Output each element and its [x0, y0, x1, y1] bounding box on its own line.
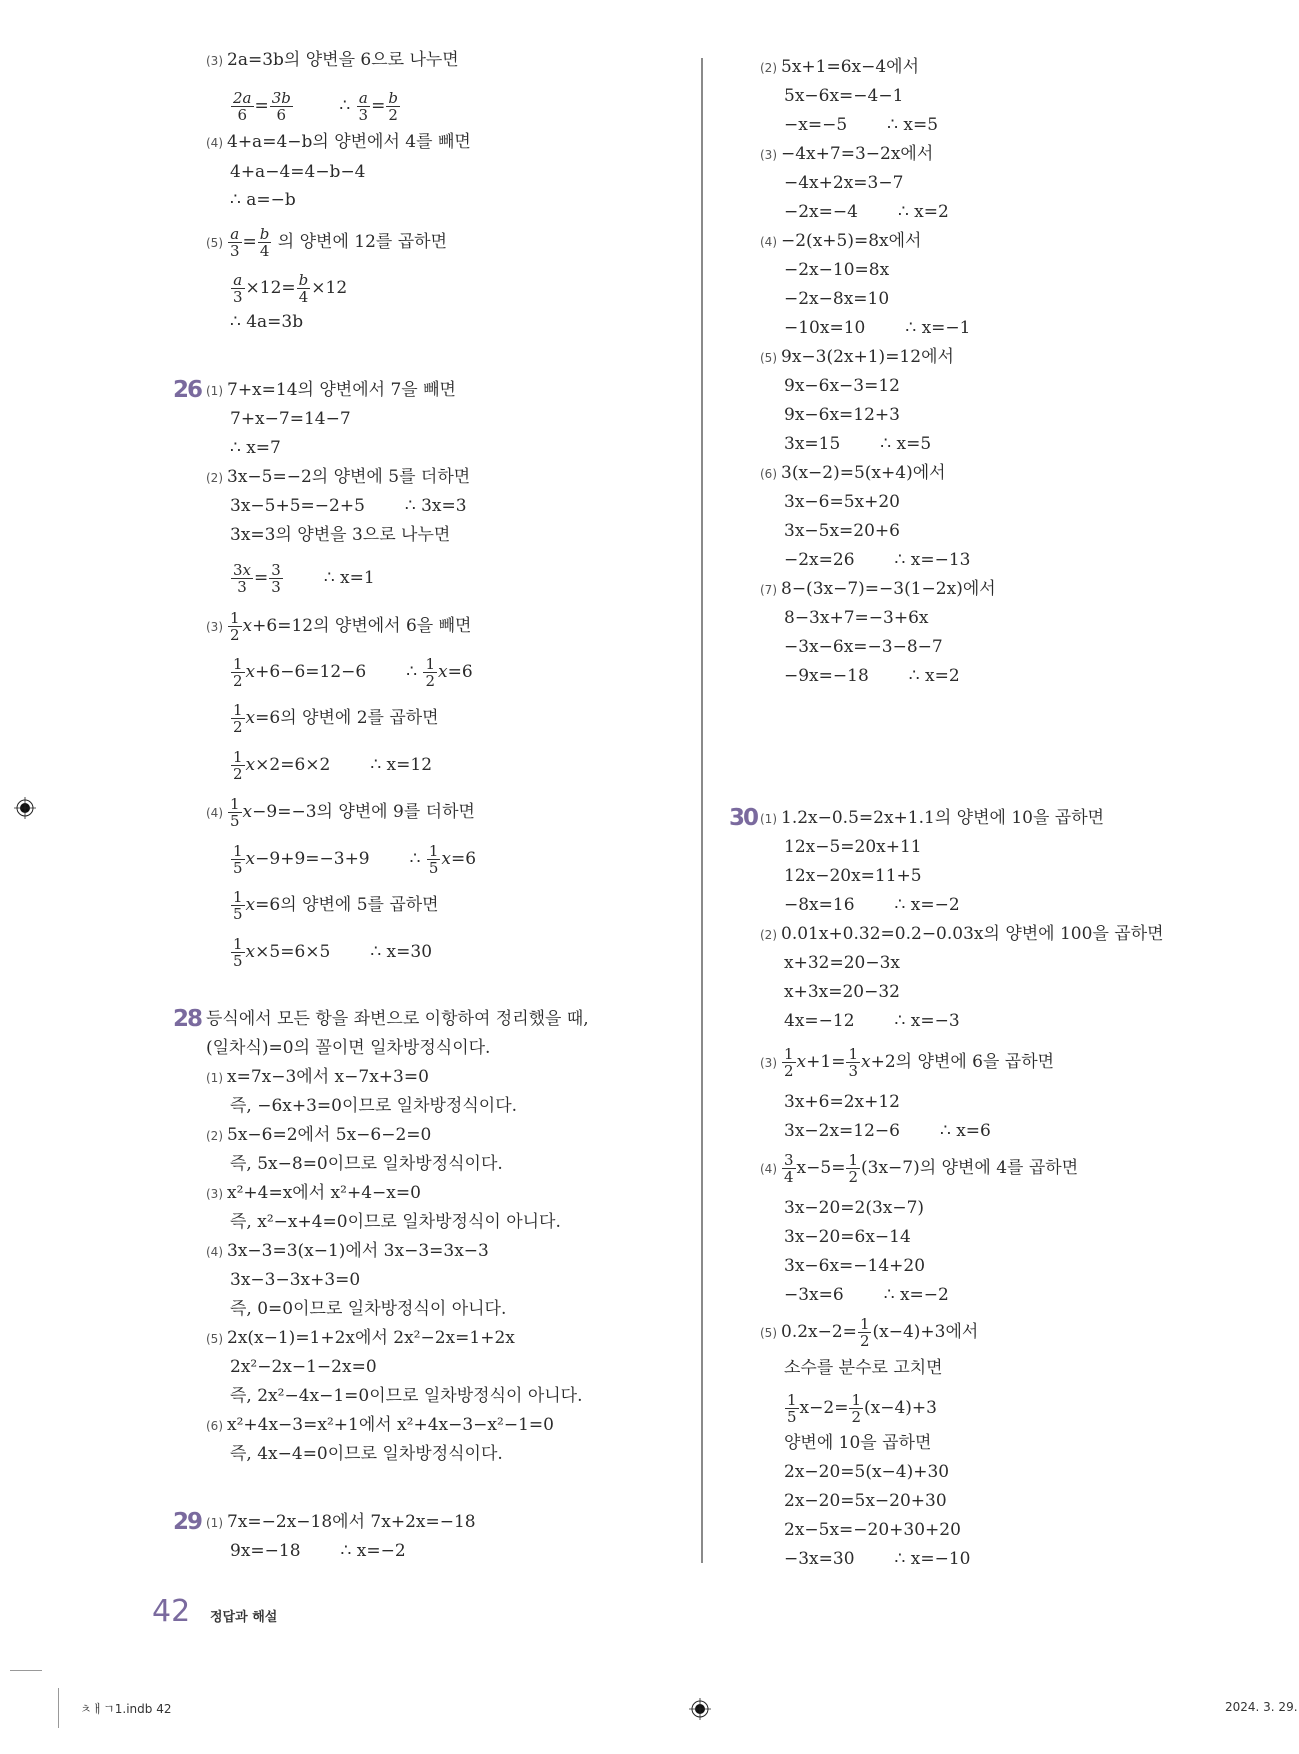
- q29-p4-l2: −2x−10=8x: [784, 260, 890, 280]
- q28-item4-l2: 3x−3−3x+3=0: [230, 1270, 361, 1290]
- q26-p1-result: ∴ x=7: [230, 438, 281, 458]
- q29-p5-l3: 9x−6x=12+3: [784, 405, 900, 425]
- q30-p3-l3: 3x−2x=12−6 ∴ x=6: [784, 1121, 991, 1141]
- q28-item4: (4) 3x−3=3(x−1)에서 3x−3=3x−3: [206, 1241, 489, 1261]
- q28-item6-l2: 즉, 4x−4=0이므로 일차방정식이다.: [230, 1444, 503, 1464]
- q26-p2-step3: $\frac{3x}{3}$ = $\frac{3}{3}$ ∴ x=1: [233, 561, 375, 596]
- q29-p6-l3: 3x−5x=20+6: [784, 521, 900, 541]
- q26-p4-step3: $\frac{1}{5}$ x×5=6×5 ∴ x=30: [233, 935, 433, 970]
- q29-p1-step: 9x=−18 ∴ x=−2: [230, 1541, 406, 1561]
- q29-p7-l3: −3x−6x=−3−8−7: [784, 637, 943, 657]
- q26-p3-step2: $\frac{1}{2}$ x=6의 양변에 2를 곱하면: [233, 701, 439, 736]
- q29-p6-l4: −2x=26 ∴ x=−13: [784, 550, 971, 570]
- q29-p5: (5) 9x−3(2x+1)=12에서: [760, 347, 954, 367]
- q25-p5: (5) $\frac{a}{3}$ = $\frac{b}{4}$ 의 양변에 12를 곱하면: [206, 225, 448, 260]
- q29-p3-l3: −2x=−4 ∴ x=2: [784, 202, 949, 222]
- q30-p5-l2: 2x−20=5x−20+30: [784, 1491, 947, 1511]
- q25-p3-step: $\frac{2a}{6}$ = $\frac{3b}{6}$ ∴ $\frac{a}{3}$ = $\frac{b}{2}$: [233, 89, 398, 124]
- registration-mark-icon: [689, 1698, 711, 1720]
- q28-item2-l2: 즉, 5x−8=0이므로 일차방정식이다.: [230, 1154, 503, 1174]
- q29-p4: (4) −2(x+5)=8x에서: [760, 231, 922, 251]
- q30-p5-l4: −3x=30 ∴ x=−10: [784, 1549, 971, 1569]
- q29-p5-l4: 3x=15 ∴ x=5: [784, 434, 932, 454]
- crop-mark-vertical: [58, 1688, 59, 1728]
- q29-p4-l3: −2x−8x=10: [784, 289, 890, 309]
- q29-p7-l4: −9x=−18 ∴ x=2: [784, 666, 960, 686]
- slug-date: 2024. 3. 29.: [1225, 1700, 1298, 1714]
- page-number: 42: [152, 1594, 191, 1629]
- q30-p2: (2) 0.01x+0.32=0.2−0.03x의 양변에 100을 곱하면: [760, 924, 1164, 944]
- q30-p5-mid: $\frac{1}{5}$ x−2= $\frac{1}{2}$ (x−4)+3: [787, 1391, 937, 1426]
- q26-p2: (2) 3x−5=−2의 양변에 5를 더하면: [206, 467, 471, 487]
- q26-p4-step1: $\frac{1}{5}$ x−9+9=−3+9 ∴ $\frac{1}{5}$ x=6: [233, 842, 477, 877]
- q25-p4-step: 4+a−4=4−b−4: [230, 162, 366, 182]
- q28-item3-l2: 즉, x²−x+4=0이므로 일차방정식이 아니다.: [230, 1212, 561, 1232]
- question-number-26: 26: [173, 377, 202, 403]
- q26-p3-step1: $\frac{1}{2}$ x+6−6=12−6 ∴ $\frac{1}{2}$ x=6: [233, 655, 473, 690]
- q29-p2-l3: −x=−5 ∴ x=5: [784, 115, 939, 135]
- q28-intro1: 등식에서 모든 항을 좌변으로 이항하여 정리했을 때,: [206, 1009, 589, 1029]
- q28-item5: (5) 2x(x−1)=1+2x에서 2x²−2x=1+2x: [206, 1328, 515, 1348]
- q30-p2-l4: 4x=−12 ∴ x=−3: [784, 1011, 960, 1031]
- q30-p2-l2: x+32=20−3x: [784, 953, 900, 973]
- q30-p5-note2: 양변에 10을 곱하면: [784, 1433, 932, 1453]
- q26-p2-step2: 3x=3의 양변을 3으로 나누면: [230, 525, 451, 545]
- q30-p5-note1: 소수를 분수로 고치면: [784, 1358, 943, 1378]
- q25-p5-step: $\frac{a}{3}$ ×12= $\frac{b}{4}$ ×12: [233, 271, 348, 306]
- question-number-28: 28: [173, 1006, 202, 1032]
- q29-p3: (3) −4x+7=3−2x에서: [760, 144, 934, 164]
- section-title: 정답과 해설: [210, 1610, 278, 1625]
- q29-p3-l2: −4x+2x=3−7: [784, 173, 904, 193]
- q28-item1: (1) x=7x−3에서 x−7x+3=0: [206, 1067, 429, 1087]
- q30-p1-l2: 12x−5=20x+11: [784, 837, 922, 857]
- q30-p4-l4: 3x−6x=−14+20: [784, 1256, 926, 1276]
- q30-p1-l4: −8x=16 ∴ x=−2: [784, 895, 960, 915]
- slug-filename: ㅊㅐㄱ1.indb 42: [80, 1702, 172, 1716]
- q26-p2-step1: 3x−5+5=−2+5 ∴ 3x=3: [230, 496, 467, 516]
- q30-p1-l3: 12x−20x=11+5: [784, 866, 922, 886]
- q29-p1: (1) 7x=−2x−18에서 7x+2x=−18: [206, 1512, 476, 1532]
- q26-p1-step: 7+x−7=14−7: [230, 409, 351, 429]
- q28-item5-l2: 2x²−2x−1−2x=0: [230, 1357, 377, 1377]
- q26-p1: (1) 7+x=14의 양변에서 7을 빼면: [206, 380, 456, 400]
- q30-p4: (4) $\frac{3}{4}$ x−5= $\frac{1}{2}$ (3x−7)의 양변에 4를 곱하면: [760, 1151, 1079, 1186]
- q30-p4-l5: −3x=6 ∴ x=−2: [784, 1285, 949, 1305]
- question-number-29: 29: [173, 1509, 202, 1535]
- q28-item3: (3) x²+4=x에서 x²+4−x=0: [206, 1183, 421, 1203]
- q30-p1: (1) 1.2x−0.5=2x+1.1의 양변에 10을 곱하면: [760, 808, 1105, 828]
- q28-item2: (2) 5x−6=2에서 5x−6−2=0: [206, 1125, 432, 1145]
- q26-p4: (4) $\frac{1}{5}$ x−9=−3의 양변에 9를 더하면: [206, 795, 475, 830]
- q30-p3-l2: 3x+6=2x+12: [784, 1092, 900, 1112]
- q28-item4-l3: 즉, 0=0이므로 일차방정식이 아니다.: [230, 1299, 507, 1319]
- q28-item5-l3: 즉, 2x²−4x−1=0이므로 일차방정식이 아니다.: [230, 1386, 583, 1406]
- q30-p5-l1: 2x−20=5(x−4)+30: [784, 1462, 950, 1482]
- q30-p2-l3: x+3x=20−32: [784, 982, 900, 1002]
- q25-p4-result: ∴ a=−b: [230, 190, 296, 210]
- q29-p4-l4: −10x=10 ∴ x=−1: [784, 318, 971, 338]
- q28-intro2: (일차식)=0의 꼴이면 일차방정식이다.: [206, 1038, 491, 1058]
- q26-p3: (3) $\frac{1}{2}$ x+6=12의 양변에서 6을 빼면: [206, 609, 472, 644]
- q30-p5-l3: 2x−5x=−20+30+20: [784, 1520, 961, 1540]
- q28-item6: (6) x²+4x−3=x²+1에서 x²+4x−3−x²−1=0: [206, 1415, 554, 1435]
- q29-p2-l2: 5x−6x=−4−1: [784, 86, 904, 106]
- question-number-30: 30: [729, 805, 758, 831]
- q30-p4-l3: 3x−20=6x−14: [784, 1227, 911, 1247]
- q26-p4-step2: $\frac{1}{5}$ x=6의 양변에 5를 곱하면: [233, 888, 439, 923]
- q25-p3: (3) 2a=3b의 양변을 6으로 나누면: [206, 50, 459, 70]
- q29-p2: (2) 5x+1=6x−4에서: [760, 57, 920, 77]
- column-divider: [701, 58, 703, 1563]
- q25-p4: (4) 4+a=4−b의 양변에서 4를 빼면: [206, 132, 471, 152]
- q29-p5-l2: 9x−6x−3=12: [784, 376, 900, 396]
- q29-p7: (7) 8−(3x−7)=−3(1−2x)에서: [760, 579, 996, 599]
- q29-p6-l2: 3x−6=5x+20: [784, 492, 900, 512]
- q29-p7-l2: 8−3x+7=−3+6x: [784, 608, 929, 628]
- q28-item1-l2: 즉, −6x+3=0이므로 일차방정식이다.: [230, 1096, 518, 1116]
- q26-p3-step3: $\frac{1}{2}$ x×2=6×2 ∴ x=12: [233, 748, 433, 783]
- crop-mark-horizontal: [10, 1670, 42, 1671]
- q30-p5: (5) 0.2x−2= $\frac{1}{2}$ (x−4)+3에서: [760, 1315, 979, 1350]
- q30-p4-l2: 3x−20=2(3x−7): [784, 1198, 925, 1218]
- q29-p6: (6) 3(x−2)=5(x+4)에서: [760, 463, 946, 483]
- registration-mark-icon: [14, 797, 36, 819]
- q30-p3: (3) $\frac{1}{2}$ x+1= $\frac{1}{3}$ x+2의 양변에 6을 곱하면: [760, 1045, 1055, 1080]
- q25-p5-result: ∴ 4a=3b: [230, 312, 304, 332]
